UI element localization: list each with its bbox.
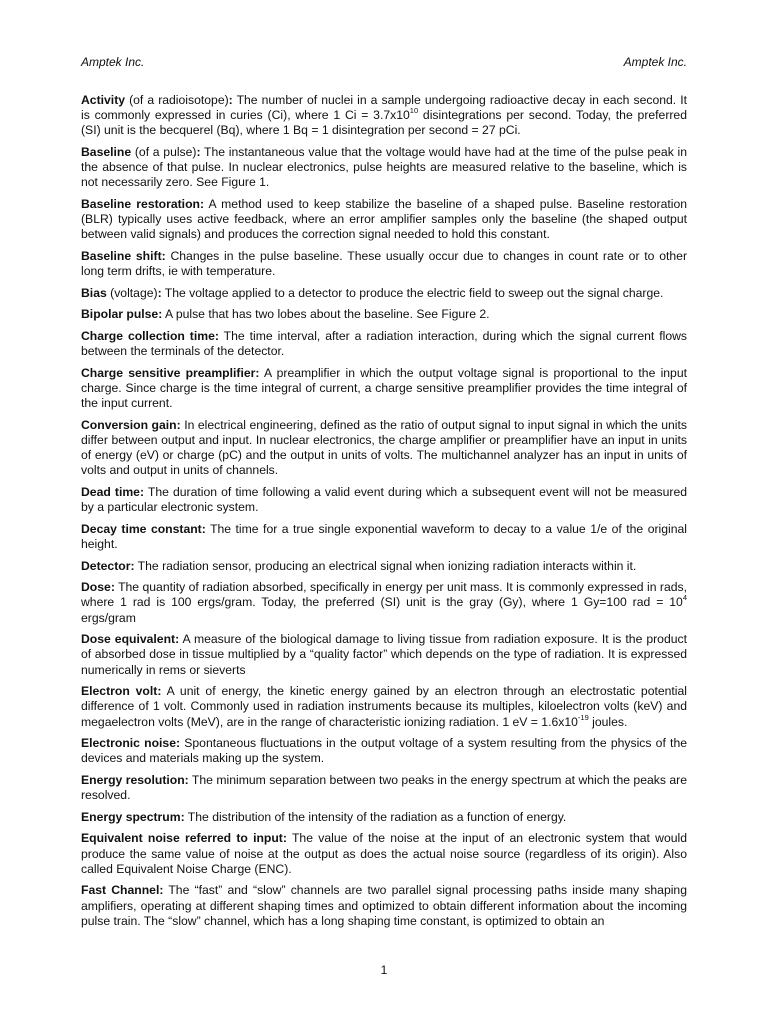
superscript-exponent: 4 bbox=[682, 593, 687, 603]
glossary-entry bbox=[81, 883, 687, 929]
glossary-entry bbox=[81, 286, 687, 301]
glossary-entry bbox=[81, 366, 687, 412]
glossary-colon: : bbox=[214, 328, 219, 343]
glossary-definition: A preamplifier in which the output voltage signal is proportional to the input charge. Since charge is the time integral of current, a charge sensitive preamplifier provides the time integral of the input current. bbox=[81, 365, 688, 411]
glossary-colon: : bbox=[110, 580, 115, 595]
glossary-term: Charge collection time bbox=[81, 328, 215, 343]
glossary-term: Energy resolution bbox=[81, 772, 185, 787]
glossary-term: Baseline shift bbox=[81, 249, 162, 263]
glossary-definition: The voltage applied to a detector to produce the electric field to sweep out the signal charge. bbox=[161, 285, 664, 300]
glossary-entry bbox=[81, 580, 687, 626]
glossary-definition: A unit of energy, the kinetic energy gained by an electron through an electrostatic potential difference of 1 volt. Commonly used in radiation instruments because its multiples, kiloelectron volts (keV) and megaelectron volts (MeV), are in the range of characteristic ionizing radiation. 1 eV = 1.6x10 bbox=[81, 684, 687, 729]
glossary-definition: Spontaneous fluctuations in the output voltage of a system resulting from the physics of the devices and materials making up the system. bbox=[81, 736, 687, 766]
glossary-entry bbox=[81, 810, 687, 825]
glossary-definition: The time interval, after a radiation interaction, during which the signal current flows between the terminals of the detector. bbox=[81, 328, 687, 359]
glossary-term: Fast Channel bbox=[81, 883, 160, 898]
glossary-term: Equivalent noise referred to input bbox=[81, 831, 283, 846]
glossary-entry bbox=[81, 329, 687, 359]
glossary-colon: : bbox=[159, 883, 164, 898]
page-header bbox=[81, 54, 687, 70]
superscript-exponent: 10 bbox=[409, 106, 419, 116]
glossary-colon: : bbox=[130, 558, 135, 573]
glossary-term: Detector bbox=[81, 558, 131, 573]
glossary-term: Bipolar pulse bbox=[81, 307, 159, 322]
superscript-exponent: -19 bbox=[577, 712, 589, 722]
glossary-term: Dose bbox=[81, 580, 111, 595]
glossary-definition: The quantity of radiation absorbed, specifically in energy per unit mass. It is commonly expressed in rads, where 1 rad is 100 ergs/gram. Today, the preferred (SI) unit is the gray (Gy), where 1 Gy=100 rad = 10 bbox=[81, 580, 687, 610]
glossary-definition: The time for a true single exponential waveform to decay to a value 1/e of the original height. bbox=[81, 521, 687, 551]
glossary-qualifier: (of a radioisotope) bbox=[125, 93, 229, 107]
glossary-definition: The “fast” and “slow” channels are two parallel signal processing paths inside many shaping amplifiers, operating at different shaping times and optimized to obtain different information about the incoming pulse train. The “slow” channel, which has a long shaping time constant, is optimized to obtain an bbox=[81, 883, 687, 928]
glossary-entry bbox=[81, 559, 687, 574]
glossary-colon: : bbox=[201, 521, 206, 536]
glossary-colon: : bbox=[282, 831, 287, 846]
glossary-colon: : bbox=[175, 736, 181, 751]
glossary-term: Dose equivalent bbox=[81, 632, 176, 647]
glossary-definition: Changes in the pulse baseline. These usually occur due to changes in count rate or to other long term drifts, ie with temperature. bbox=[81, 249, 688, 279]
glossary-entry bbox=[81, 485, 687, 515]
glossary-term: Baseline restoration bbox=[81, 197, 200, 211]
glossary-definition: In electrical engineering, defined as the ratio of output signal to input signal in which the units differ between output and input. In nuclear electronics, the charge amplifier or preamplifier have an input in units of energy (eV) or charge (pC) and the output in units of volts. The multichannel analyzer has an input in units of volts and output in units of channels. bbox=[81, 417, 687, 478]
glossary-entry bbox=[81, 736, 687, 766]
glossary-term: Electron volt bbox=[81, 684, 158, 699]
glossary-term: Energy spectrum bbox=[81, 809, 181, 824]
glossary-definition-tail: joules. bbox=[588, 714, 628, 729]
glossary-colon: : bbox=[176, 417, 181, 432]
glossary-definition: The distribution of the intensity of the radiation as a function of energy. bbox=[184, 809, 567, 824]
glossary-colon: : bbox=[184, 772, 189, 787]
glossary-entry bbox=[81, 145, 687, 191]
glossary-definition: The number of nuclei in a sample undergoing radioactive decay in each second. It is commonly expressed in curies (Ci), where 1 Ci = 3.7x10 bbox=[81, 93, 687, 123]
glossary-qualifier: (of a pulse) bbox=[131, 145, 197, 159]
glossary-definition: The value of the noise at the input of an electronic system that would produce the same value of noise at the output as does the actual noise source (regardless of its origin). Also called Equivalent Noise Charge (ENC). bbox=[81, 831, 687, 876]
glossary-colon: : bbox=[157, 684, 162, 699]
glossary-term: Dead time bbox=[81, 484, 140, 499]
glossary-colon: : bbox=[199, 197, 205, 211]
glossary-entry bbox=[81, 249, 687, 279]
glossary-colon: : bbox=[158, 307, 163, 322]
glossary-term: Charge sensitive preamplifier: bbox=[81, 365, 260, 380]
glossary-qualifier: (voltage) bbox=[106, 285, 158, 300]
glossary-colon: : bbox=[175, 632, 180, 647]
glossary-entry bbox=[81, 307, 687, 322]
glossary-entry bbox=[81, 522, 687, 552]
glossary-definition: A method used to keep stabilize the baseline of a shaped pulse. Baseline restoration (BLR) typically uses active feedback, where an error amplifier samples only the baseline (the shaped output between valid signals) and produces the correction signal needed to hold this constant. bbox=[81, 197, 687, 242]
glossary-definition-tail: ergs/gram bbox=[81, 610, 136, 625]
glossary-entry bbox=[81, 93, 687, 139]
glossary-entry bbox=[81, 773, 687, 803]
glossary-definition: A pulse that has two lobes about the baseline. See Figure 2. bbox=[162, 307, 490, 322]
glossary-entry bbox=[81, 684, 687, 730]
glossary-colon: : bbox=[228, 93, 233, 107]
glossary-definition: The radiation sensor, producing an electrical signal when ionizing radiation interacts within it. bbox=[134, 558, 637, 573]
glossary-definition: A measure of the biological damage to living tissue from radiation exposure. It is the product of absorbed dose in tissue multiplied by a “quality factor” which depends on the type of radiation. It is expressed numerically in rems or sieverts bbox=[81, 632, 687, 677]
glossary-definition: The minimum separation between two peaks in the energy spectrum at which the peaks are resolved. bbox=[81, 772, 687, 803]
glossary-entry bbox=[81, 831, 687, 877]
glossary-colon: : bbox=[196, 145, 201, 159]
glossary-definition: The duration of time following a valid event during which a subsequent event will not be measured by a particular electronic system. bbox=[81, 484, 687, 515]
glossary-colon: : bbox=[161, 249, 166, 263]
glossary-definition-tail: disintegrations per second. Today, the preferred (SI) unit is the becquerel (Bq), where 1 Bq = 1 disintegration per second = 27 pCi. bbox=[81, 108, 687, 138]
glossary-colon: : bbox=[180, 809, 185, 824]
glossary-colon: : bbox=[139, 484, 145, 499]
page-number: 1 bbox=[380, 963, 388, 977]
glossary-entry bbox=[81, 632, 687, 678]
glossary-term: Conversion gain bbox=[81, 417, 177, 432]
glossary-entry bbox=[81, 197, 687, 243]
header-left-company: Amptek Inc. bbox=[81, 55, 145, 69]
glossary-entries bbox=[81, 93, 687, 935]
glossary-entry bbox=[81, 418, 687, 479]
glossary-colon: : bbox=[157, 285, 162, 300]
glossary-term: Electronic noise bbox=[81, 736, 176, 751]
glossary-term: Bias bbox=[81, 285, 107, 300]
glossary-term: Activity bbox=[81, 93, 126, 107]
glossary-term: Baseline bbox=[81, 145, 132, 159]
header-right-company: Amptek Inc. bbox=[623, 55, 687, 69]
glossary-definition: The instantaneous value that the voltage would have had at the time of the pulse peak in the absence of that pulse. In nuclear electronics, pulse heights are measured relative to the baseline, which is not necessarily zero. See Figure 1. bbox=[81, 145, 687, 190]
glossary-term: Decay time constant bbox=[81, 521, 202, 536]
